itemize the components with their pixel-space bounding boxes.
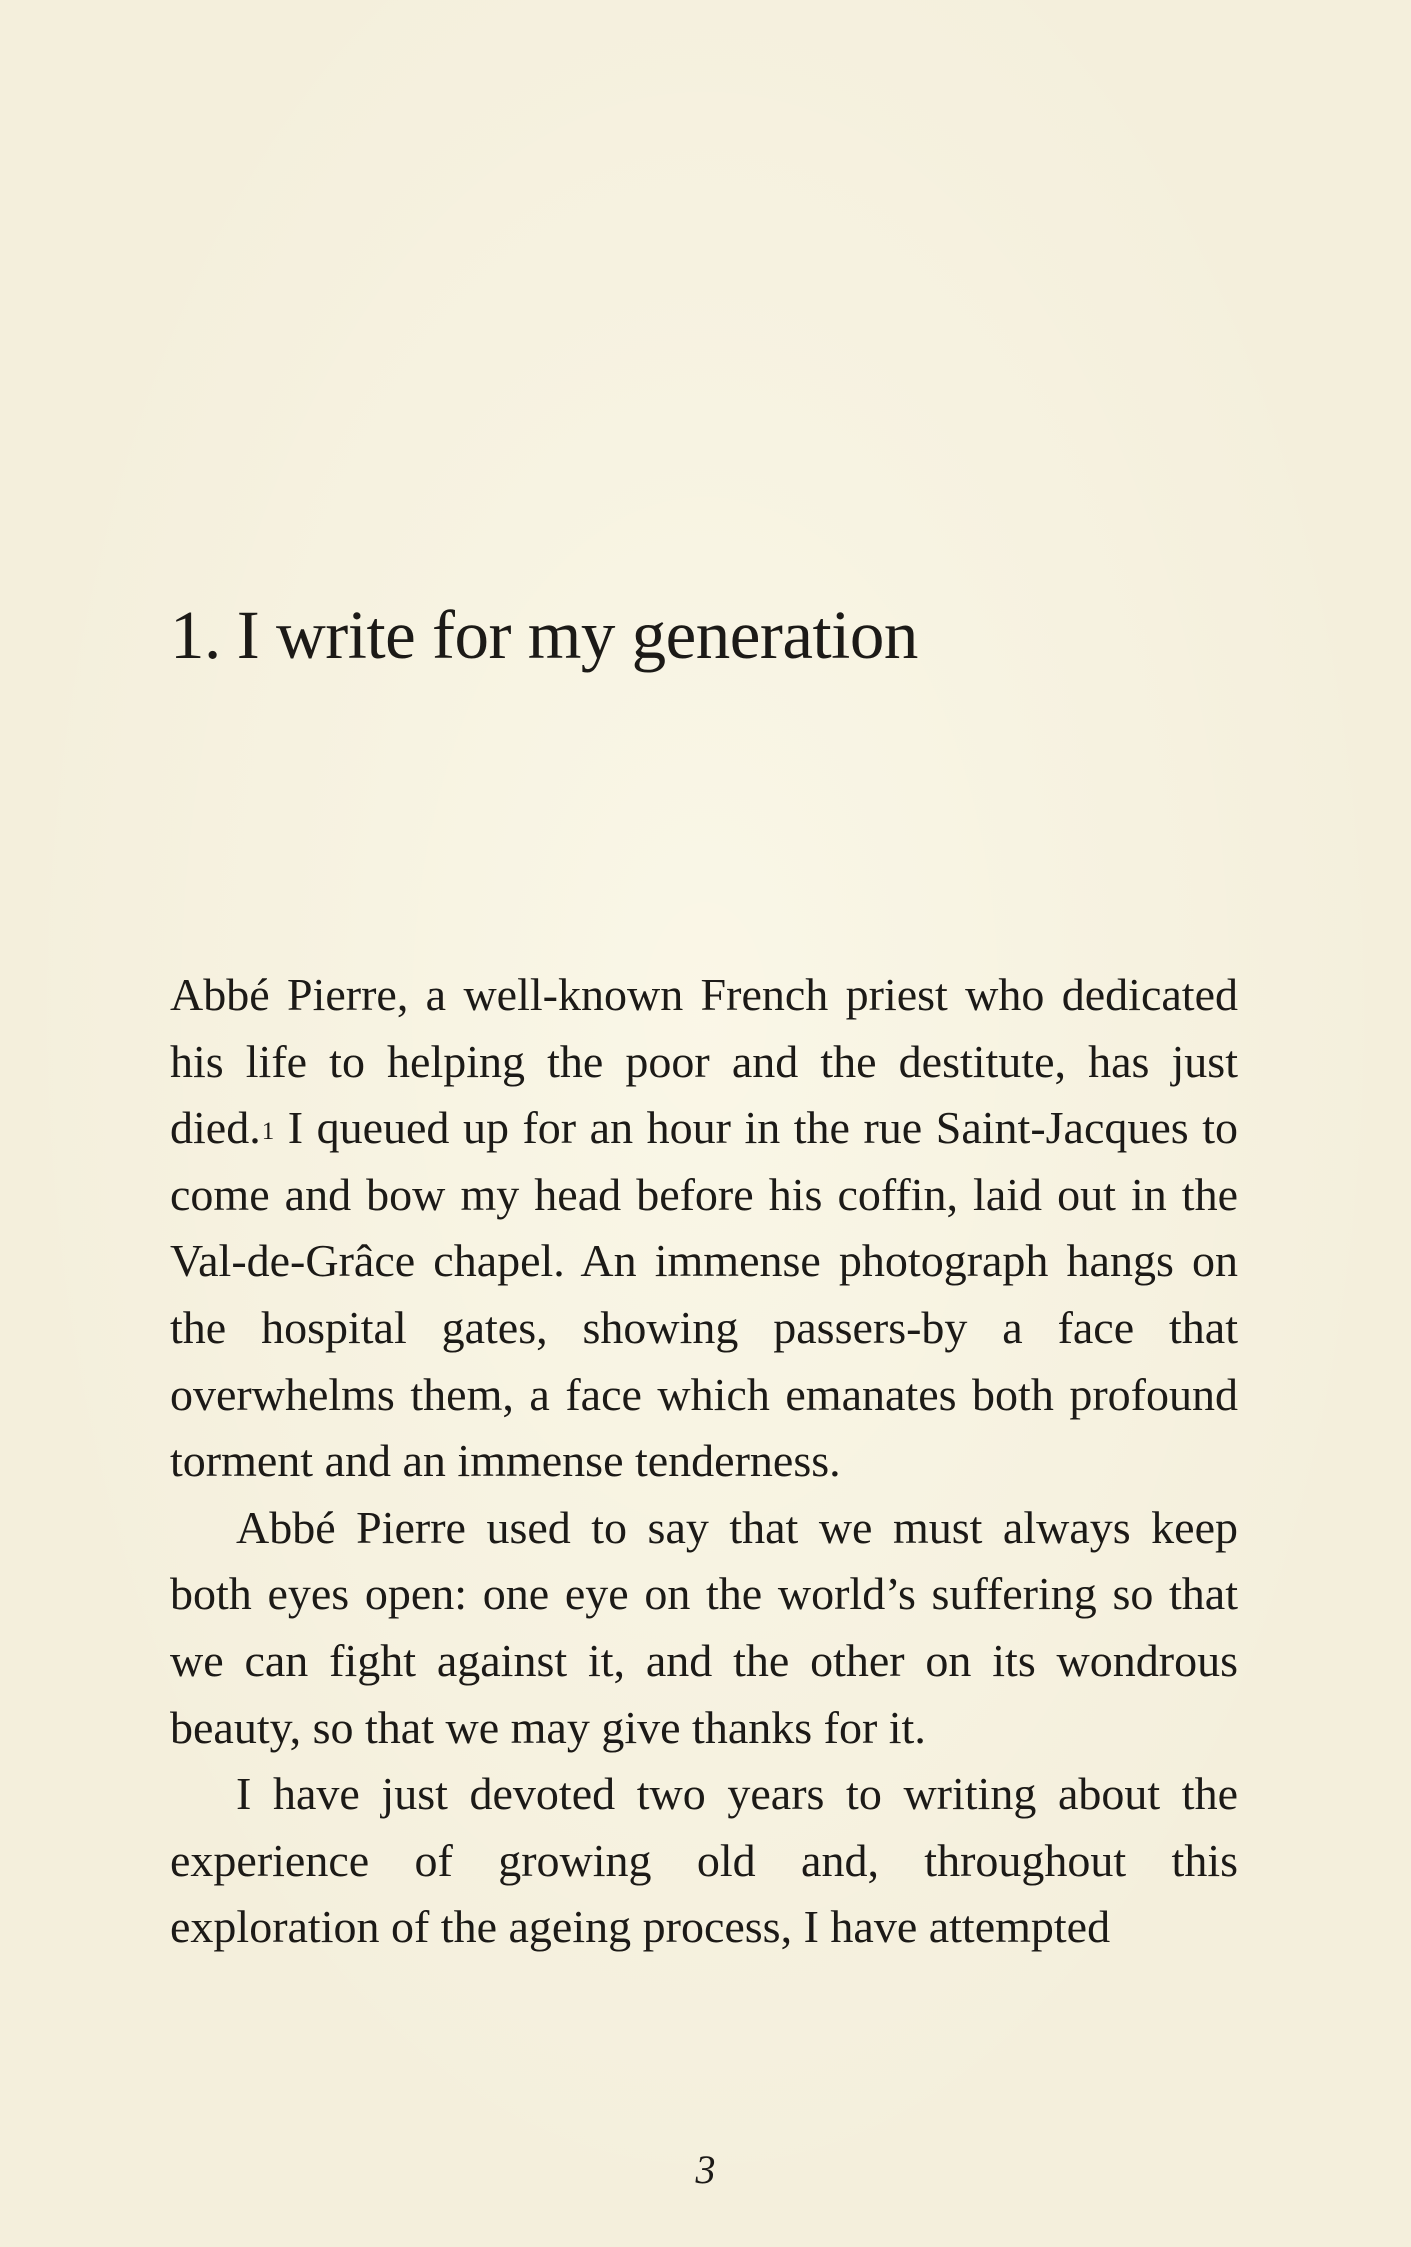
footnote-reference[interactable]: 1 — [261, 1118, 275, 1146]
body-text — [170, 962, 1238, 1961]
chapter-title-text: I write for my generation — [236, 597, 918, 673]
paragraph-2: Abbé Pierre used to say that we must always keep both eyes open: one eye on the world’s suffering so that we can fight against it, and the other on its wondrous beauty, so that we may give thanks for it. — [170, 1501, 1238, 1753]
paragraph-1-text-after-note: I queued up for an hour in the rue Saint-Jacques to come and bow my head before his coffin, laid out in the Val-de-Grâce chapel. An immense photograph hangs on the hospital gates, showing passers-by a face that overwhelms them, a face which emanates both profound torment and an immense tenderness. — [170, 1102, 1238, 1487]
chapter-number: 1. — [170, 597, 221, 673]
page-number: 3 — [695, 2147, 716, 2192]
paragraph-3: I have just devoted two years to writing about the experience of growing old and, throughout this exploration of the ageing process, I have attempted — [170, 1768, 1238, 1953]
paragraph-1-text-before-note: Abbé Pierre, a well-known French priest who dedicated his life to helping the poor and the destitute, has just died. — [170, 969, 1238, 1154]
paragraph-1 — [170, 962, 1238, 1495]
chapter-title — [170, 595, 918, 675]
